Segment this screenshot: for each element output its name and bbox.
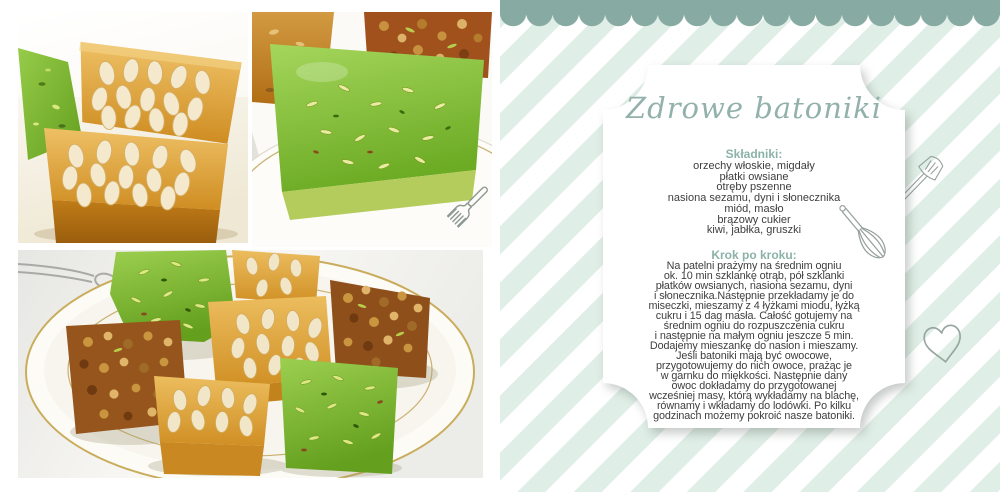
steps-text	[609, 261, 899, 421]
scallop-border	[500, 0, 1000, 27]
step-line: równamy i wkładamy do lodówki. Po kilku	[656, 400, 852, 412]
step-line: wcześniej masy, którą wykładamy na blachę,	[649, 390, 859, 402]
ingredient-line: orzechy włoskie, migdały	[693, 160, 815, 172]
step-line: godzinach możemy pokroić nasze batoniki.	[653, 410, 855, 422]
photo-almond-honey-bars	[18, 12, 248, 243]
step-line: średnim ogniu do rozpuszczenia cukru	[663, 320, 845, 332]
step-line: Jeśli batoniki mają być owocowe,	[676, 350, 832, 362]
step-line: przygotowujemy do nich owoce, prażąc je	[656, 360, 852, 372]
step-line: w garnku do miękkości. Następnie dany	[660, 370, 848, 382]
steps-heading: Krok po kroku:	[711, 248, 797, 262]
step-line: Na patelni prażymy na średnim ogniu	[666, 260, 842, 272]
photo-assorted-bars-plate-art	[18, 250, 483, 478]
step-line: Dodajemy mieszankę do nasion i mieszamy.	[649, 340, 859, 352]
heart-icon	[919, 317, 967, 368]
step-line: ok. 10 min szklankę otrąb, pół szklanki	[663, 270, 845, 282]
step-line: i następnie na małym ogniu jeszcze 5 min.	[654, 330, 854, 342]
step-line: owoc dokładamy do przygotowanej	[671, 380, 837, 392]
step-line: płatków owsianych, nasiona sezamu, dyni	[655, 280, 853, 292]
photo-assorted-bars-plate	[18, 250, 483, 478]
ingredient-line: miód, masło	[724, 202, 784, 215]
step-line: miseczki, mieszamy z 4 łyżkami miodu, łyżką	[648, 300, 860, 312]
photo-pistachio-slab	[252, 12, 492, 247]
step-line: i słonecznika.Następnie przekładamy je do	[654, 290, 854, 302]
step-line: cukru i 15 dag masła. Całość gotujemy na	[655, 310, 853, 322]
recipe-page	[500, 0, 1000, 492]
ingredients-heading: Składniki:	[725, 147, 783, 161]
photo-almond-honey-bars-art	[18, 12, 248, 243]
ingredient-line: kiwi, jabłka, gruszki	[706, 224, 802, 237]
recipe-title: Zdrowe batoniki	[625, 91, 882, 125]
ingredient-line: brązowy cukier	[717, 213, 791, 226]
ingredient-line: otręby pszenne	[716, 181, 792, 194]
ingredient-line: płatki owsiane	[719, 170, 789, 183]
photo-pistachio-slab-art	[252, 12, 492, 247]
ingredient-line: nasiona sezamu, dyni i słonecznika	[667, 192, 841, 205]
